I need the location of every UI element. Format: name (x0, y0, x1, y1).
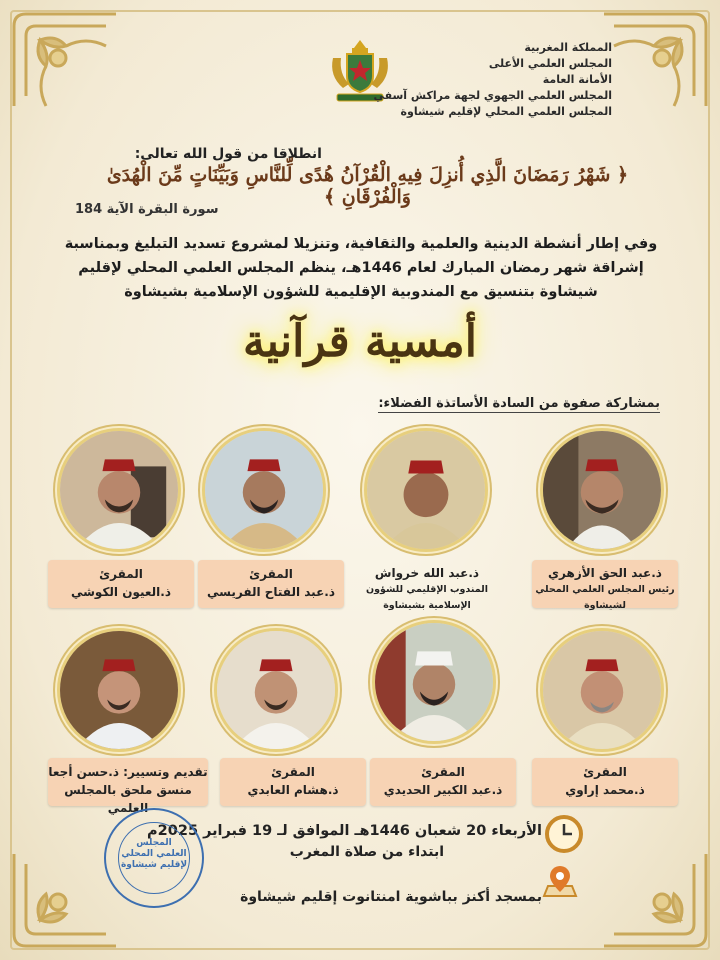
description-line: وفي إطار أنشطة الدينية والعلمية والثقافية، وتنزيلا لمشروع تسديد التبليغ وبمناسبة (64, 236, 658, 252)
institution-line: الأمانة العامة (542, 73, 612, 86)
participant-role: المقرئ (421, 765, 465, 779)
participant-name: ذ.محمد إراوي (565, 783, 645, 797)
participant-name: ذ.هشام العابدي (247, 783, 339, 797)
participant-role: المقرئ (583, 765, 627, 779)
participant-name: منسق ملحق بالمجلس العلمي (64, 783, 192, 815)
institution-line: المجلس العلمي الجهوي لجهة مراكش آسفي (373, 89, 612, 102)
portrait-avatar (57, 628, 181, 752)
institution-line: المجلس العلمي الأعلى (488, 57, 612, 70)
participant-role: رئيس المجلس العلمي المحلي لشيشاوة (535, 584, 675, 611)
intro-text: انطلاقا من قول الله تعالى: (134, 146, 322, 162)
corner-ornament-icon (594, 6, 714, 116)
stamp-text: المجلس العلمي المحلي لإقليم شيشاوة (120, 838, 188, 870)
participant-role: المقرئ (249, 567, 293, 581)
participant-name: ذ.عبد الحق الأزهري (548, 566, 662, 580)
participant-role: المندوب الإقليمي للشؤون الإسلامية بشيشاوة (366, 584, 488, 611)
participant-name: ذ.عبد الفتاح الفريسي (207, 585, 335, 599)
event-title: أمسية قرآنية (243, 316, 477, 367)
portrait-avatar (57, 428, 181, 552)
institution-line: المملكة المغربية (524, 41, 612, 54)
portrait-avatar (540, 628, 664, 752)
event-description (62, 232, 660, 304)
clock-icon (544, 814, 584, 854)
event-location: بمسجد أكنز بباشوية امنتانوت إقليم شيشاوة (240, 889, 542, 905)
corner-ornament-icon (594, 844, 714, 954)
quran-verse: ﴿ شَهْرُ رَمَضَانَ الَّذِي أُنزِلَ فِيهِ الْقُرْآنُ هُدًى لِّلنَّاسِ وَبَيِّنَاتٍ مِّنَ الْهُدَىٰ وَالْفُرْقَانِ ﴾ (106, 164, 629, 208)
participant-role: المقرئ (271, 765, 315, 779)
participant-role: المقرئ (99, 567, 143, 581)
portrait-avatar (372, 620, 496, 744)
institution-line: المجلس العلمي المحلي لإقليم شيشاوة (400, 105, 612, 118)
participant-card (48, 560, 194, 608)
participant-card (48, 758, 208, 815)
participant-card (220, 758, 366, 806)
portrait-avatar (202, 428, 326, 552)
participant-name: ذ.عبد الكبير الحديدي (383, 783, 503, 797)
portrait-avatar (364, 428, 488, 552)
event-date: الأربعاء 20 شعبان 1446هـ الموافق لـ 19 فبراير 2025م (147, 823, 542, 839)
official-stamp (104, 808, 204, 908)
participant-card (198, 560, 344, 608)
participant-role: تقديم وتسيير: ذ.حسن أجعا (48, 765, 208, 779)
participant-name: ذ.عبد الله خرواش (374, 566, 480, 580)
location-pin-icon (540, 866, 580, 902)
description-line: شيشاوة بتنسيق مع المندوبية الإقليمية للشؤون الإسلامية بشيشاوة (124, 284, 598, 300)
event-time: ابتداء من صلاة المغرب (289, 844, 444, 860)
participant-card (532, 758, 678, 806)
institution-header (352, 40, 612, 120)
portrait-avatar (540, 428, 664, 552)
participant-card (532, 560, 678, 611)
description-line: إشراقة شهر رمضان المبارك لعام 1446هـ، ينظم المجلس العلمي المحلي لإقليم (78, 260, 644, 276)
participant-card (354, 560, 500, 611)
corner-ornament-icon (6, 6, 126, 116)
portrait-avatar (214, 628, 338, 752)
participant-name: ذ.العيون الكوشي (70, 585, 171, 599)
participation-heading: بمشاركة صفوة من السادة الأساتذة الفضلاء: (378, 396, 660, 411)
surah-reference: سورة البقرة الآية 184 (75, 202, 219, 217)
participant-card (370, 758, 516, 806)
